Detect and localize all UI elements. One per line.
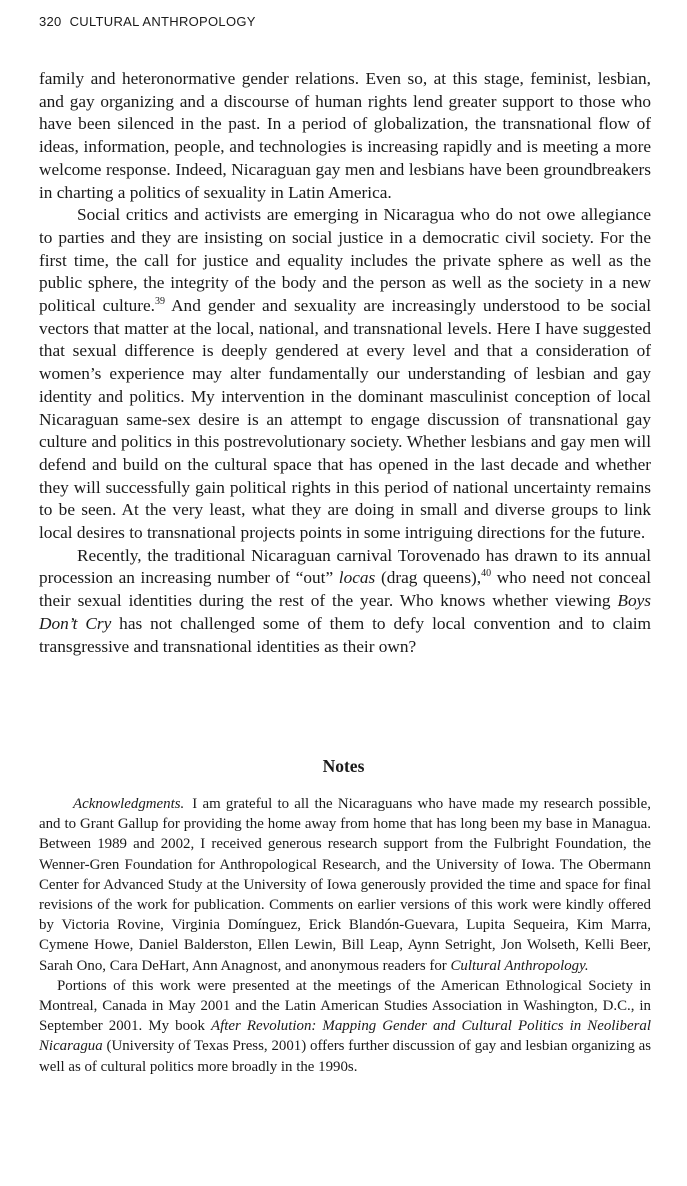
portions-text-1: Portions of this work were presented at the meetings of the American Ethnological Society in Montreal, Canada in May 2001 and the Latin American Studies Association in Washington, D.C., in September 2001. My book (39, 977, 651, 1035)
portions-text-2: (University of Texas Press, 2001) offers further discussion of gay and lesbian organizing as well as of cultural politics more broadly in the 1990s. (39, 1038, 651, 1075)
paragraph-1: family and heteronormative gender relations. Even so, at this stage, feminist, lesbian, and gay organizing and a discourse of human rights lend greater support to those who have been silenced in the past. In a period of globalization, the transnational flow of ideas, information, people, and technologies is increasing rapidly and is meeting a more welcome response. Indeed, Nicaraguan gay men and lesbians have been groundbreakers in charting a politics of sexuality in Latin America. (39, 69, 651, 202)
page-number: 320 (39, 14, 62, 29)
paragraph-2-part-1: Social critics and activists are emerging in Nicaragua who do not owe allegiance to parties and they are insisting on social justice in a democratic civil society. For the first time, the call for justice and equality includes the private sphere as well as the public sphere, the integrity of the body and the person as well as the society in a new political culture. (39, 205, 651, 316)
footnote-ref-40: 40 (481, 568, 492, 580)
notes-heading: Notes (322, 756, 365, 776)
acknowledgments-text: I am grateful to all the Nicaraguans who have made my research possible, and to Grant Gallup for providing the home away from home that has long been my base in Managua. Between 1989 and 2002, I received generous research support from the Fulbright Foundation, the Wenner-Gren Foundation for Anthropological Research, and the University of Iowa. The Obermann Center for Advanced Study at the University of Iowa generously provided the time and space for final revisions of the work for publication. Comments on earlier versions of this work were kindly offered by Victoria Rovine, Virginia Domínguez, Erick Blandón-Guevara, Lupita Sequeira, Kim Marra, Cymene Howe, Daniel Balderston, Ellen Lewin, Bill Leap, Aynn Setright, Jon Wolseth, Kelli Beer, Sarah Ono, Cara DeHart, Ann Anagnost, and anonymous readers for (39, 796, 651, 974)
journal-title: CULTURAL ANTHROPOLOGY (69, 14, 256, 29)
acknowledgments-lead: Acknowledgments. (73, 796, 185, 812)
paragraph-3-part-4: has not challenged some of them to defy local convention and to claim transgressive and transnational identities as their own? (39, 613, 651, 656)
paragraph-3-part-2: (drag queens), (375, 568, 482, 588)
paragraph-2 (39, 204, 651, 545)
note-acknowledgments (39, 794, 651, 976)
paragraph-3 (39, 545, 651, 659)
paragraph-3-part-3: who need not conceal their sexual identities during the rest of the year. Who knows whether viewing (39, 568, 651, 611)
note-portions (39, 976, 651, 1077)
book-title: After Revolution: Mapping Gender and Cultural Politics in Neoliberal Nicaragua (39, 1018, 651, 1055)
film-title: Boys Don’t Cry (39, 591, 651, 633)
notes-section (39, 794, 651, 1077)
journal-citation: Cultural Anthropology. (450, 957, 589, 974)
footnote-ref-39: 39 (154, 296, 165, 308)
term-locas: locas (338, 568, 376, 588)
main-text (39, 68, 651, 658)
running-head (39, 14, 256, 29)
paragraph-2-part-2: And gender and sexuality are increasingly understood to be social vectors that matter at the local, national, and transnational levels. Here I have suggested that sexual difference is deeply gendered at every level and that a consideration of women’s experience may alter fundamentally our understanding of lesbian and gay identity and politics. My intervention in the dominant masculinist conception of local Nicaraguan same-sex desire is an attempt to engage discussion of transnational gay culture and politics in this postrevolutionary society. Whether lesbians and gay men will defend and build on the cultural space that has opened in the last decade and whether they will successfully gain political rights in this period of national uncertainty remains to be seen. At the very least, what they are doing in small and diverse groups to link local desires to transnational projects points in some intriguing directions for the future. (39, 296, 652, 543)
paragraph-3-part-1: Recently, the traditional Nicaraguan carnival Torovenado has drawn to its annual procession an increasing number of “out” (39, 545, 651, 588)
